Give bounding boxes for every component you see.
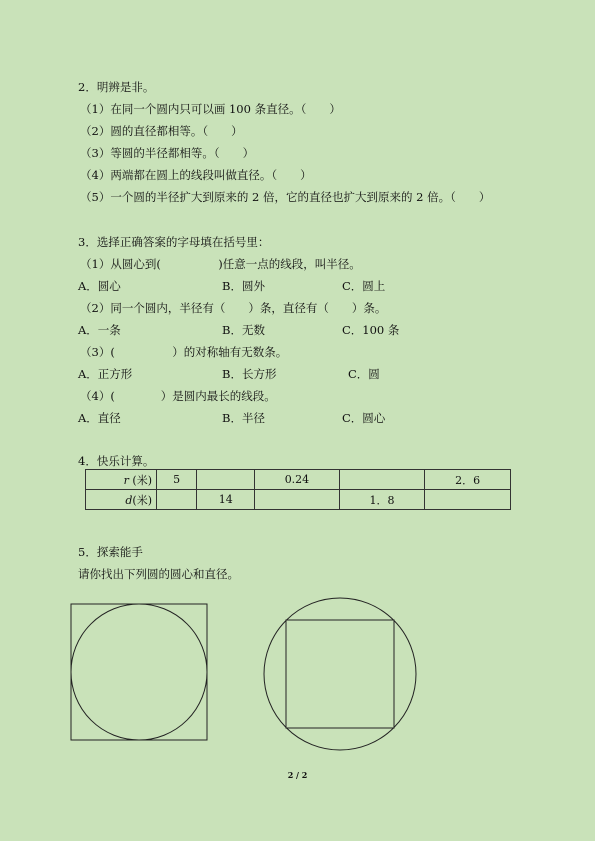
- inscribed-square: [286, 620, 394, 728]
- section2-item-2: （2）圆的直径都相等。（ ）: [80, 124, 243, 138]
- cell-r-3[interactable]: 0.24: [255, 470, 339, 490]
- section2-item-3: （3）等圆的半径都相等。（ ）: [80, 146, 255, 160]
- q4-option-b: B．半径: [222, 411, 265, 425]
- var-r: r: [123, 473, 129, 487]
- q3-option-a: A．正方形: [78, 367, 133, 381]
- figure-circle-in-square: [71, 604, 207, 740]
- q1-option-b: B．圆外: [222, 279, 265, 293]
- section5-instruction: 请你找出下列圆的圆心和直径。: [78, 567, 239, 581]
- cell-r-1[interactable]: 5: [157, 470, 197, 490]
- page-number: 2 / 2: [287, 770, 308, 780]
- cell-r-5[interactable]: 2．6: [425, 470, 511, 490]
- q1-text: （1）从圆心到( )任意一点的线段，叫半径。: [80, 257, 361, 271]
- q2-text: （2）同一个圆内，半径有（ ）条，直径有（ ）条。: [80, 301, 387, 315]
- section3-title: 3．选择正确答案的字母填在括号里：: [78, 235, 270, 249]
- section2-item-1: （1）在同一个圆内只可以画 100 条直径。（ ）: [80, 102, 341, 116]
- outer-square: [71, 604, 207, 740]
- unit-d: (米): [132, 493, 152, 507]
- q4-option-a: A．直径: [78, 411, 121, 425]
- q3-option-c: C．圆: [348, 367, 380, 381]
- section2-title: 2．明辨是非。: [78, 80, 155, 94]
- q1-option-c: C．圆上: [342, 279, 386, 293]
- outer-circle: [264, 598, 416, 750]
- cell-d-2[interactable]: 14: [197, 490, 255, 510]
- q4-option-c: C．圆心: [342, 411, 386, 425]
- inscribed-circle: [71, 604, 207, 740]
- section2-item-5: （5）一个圆的半径扩大到原来的 2 倍，它的直径也扩大到原来的 2 倍。（ ）: [80, 190, 491, 204]
- q4-text: （4）( ）是圆内最长的线段。: [80, 389, 276, 403]
- q3-option-b: B．长方形: [222, 367, 277, 381]
- figure-square-in-circle: [264, 598, 416, 750]
- q2-option-a: A．一条: [78, 323, 121, 337]
- var-d: d: [125, 493, 133, 507]
- q3-text: （3）( ）的对称轴有无数条。: [80, 345, 288, 359]
- q1-option-a: A．圆心: [78, 279, 121, 293]
- q2-option-c: C．100 条: [342, 323, 400, 337]
- unit-r: (米): [132, 473, 152, 487]
- q2-option-b: B．无数: [222, 323, 265, 337]
- cell-d-4[interactable]: 1．8: [339, 490, 425, 510]
- section4-title: 4．快乐计算。: [78, 454, 155, 468]
- section2-item-4: （4）两端都在圆上的线段叫做直径。（ ）: [80, 168, 312, 182]
- section5-title: 5．探索能手: [78, 545, 143, 559]
